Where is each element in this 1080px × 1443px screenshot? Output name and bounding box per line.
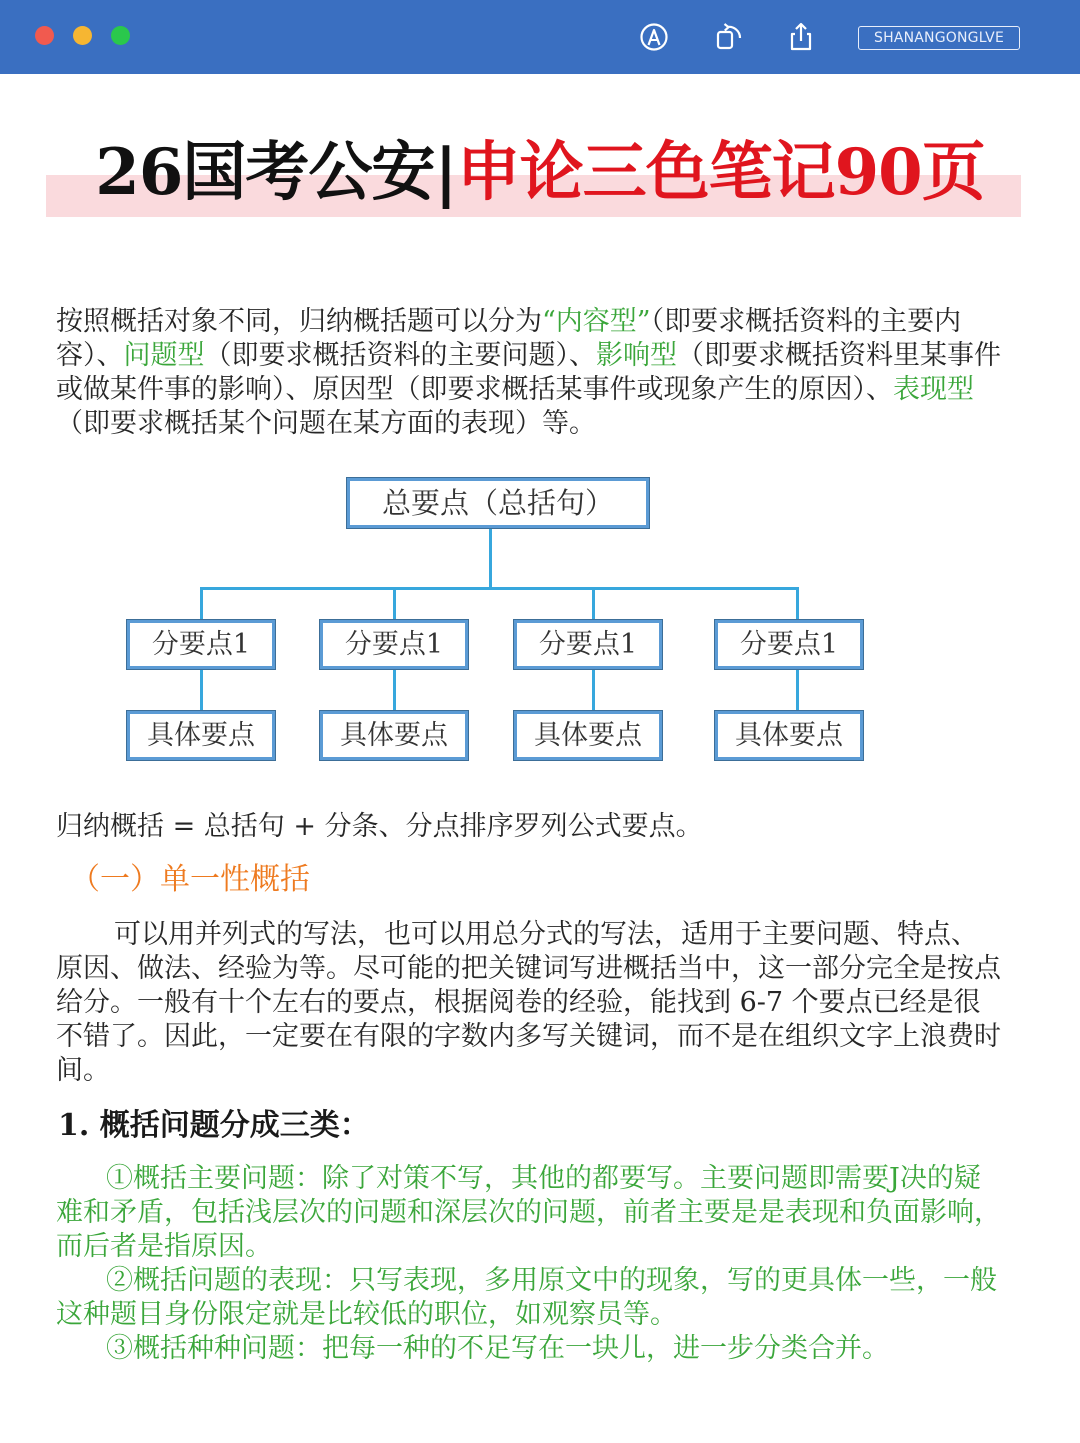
section-heading: （一）单一性概括 [70, 862, 310, 897]
rotate-icon[interactable] [713, 20, 747, 54]
connector-branch-1 [200, 587, 203, 621]
intro-text-2: （即要求概括资料的主要内容）、 [56, 306, 962, 371]
page-title [0, 131, 1080, 215]
branch-node-4: 分要点1 [715, 620, 863, 669]
list-item-1: ①概括主要问题：除了对策不写，其他的都要写。主要问题即需要J决的疑难和矛盾，包括浅层次的问题和深层次的问题，前者主要是是表现和负面影响，而后者是指原因。 [56, 1163, 1001, 1262]
edit-icon[interactable] [637, 20, 671, 54]
connector-branch-2 [393, 587, 396, 621]
branch-node-3: 分要点1 [514, 620, 662, 669]
intro-paragraph [56, 305, 1001, 441]
type-impact: 影响型 [596, 340, 677, 371]
close-window-dot[interactable] [35, 26, 54, 45]
type-problem: 问题型 [123, 340, 205, 371]
title-black-part: 26国考公安| [95, 135, 457, 210]
connector-branch-4 [796, 587, 799, 621]
maximize-window-dot[interactable] [111, 26, 130, 45]
intro-text-4: （即要求概括资料里某事件或做某件事的影响）、原因型（即要求概括某事件或现象产生的原因）、 [56, 340, 1001, 405]
type-manifestation: 表现型 [893, 374, 974, 405]
connector-leaf-3 [592, 668, 595, 712]
brand-label: SHANANGONGLVE [858, 26, 1020, 50]
intro-text-3: （即要求概括资料的主要问题）、 [204, 340, 596, 371]
leaf-node-4: 具体要点 [715, 711, 863, 760]
connector-horizontal [200, 587, 799, 590]
connector-leaf-4 [796, 668, 799, 712]
intro-text-1: 按照概括对象不同，归纳概括题可以分为 [56, 306, 542, 337]
intro-text-5: （即要求概括某个问题在某方面的表现）等。 [56, 408, 596, 439]
formula-line: 归纳概括 = 总括句 + 分条、分点排序罗列公式要点。 [56, 811, 703, 842]
connector-leaf-2 [393, 668, 396, 712]
leaf-node-2: 具体要点 [320, 711, 468, 760]
list-item-3: ③概括种种问题：把每一种的不足写在一块儿，进一步分类合并。 [106, 1333, 889, 1364]
branch-node-1: 分要点1 [127, 620, 275, 669]
connector-branch-3 [592, 587, 595, 621]
title-red-part: 申论三色笔记90页 [456, 135, 985, 210]
connector-root [489, 526, 492, 590]
section-body: 可以用并列式的写法，也可以用总分式的写法，适用于主要问题、特点、原因、做法、经验为等。尽可能的把关键词写进概括当中，这一部分完全是按点给分。一般有十个左右的要点，根据阅卷的经验，能找到 6-7 个要点已经是很不错了。因此，一定要在有限的字数内多写关键词，而不是在组织文字上浪费时间。 [56, 919, 1001, 1086]
root-node: 总要点（总括句） [347, 478, 649, 528]
top-bar [0, 0, 1080, 74]
branch-node-2: 分要点1 [320, 620, 468, 669]
type-content: “内容型” [542, 306, 651, 337]
connector-leaf-1 [200, 668, 203, 712]
leaf-node-3: 具体要点 [514, 711, 662, 760]
sub-heading: 1. 概括问题分成三类： [58, 1108, 370, 1143]
minimize-window-dot[interactable] [73, 26, 92, 45]
share-icon[interactable] [784, 20, 818, 54]
list-item-2: ②概括问题的表现：只写表现，多用原文中的现象，写的更具体一些，一般这种题目身份限定就是比较低的职位，如观察员等。 [56, 1265, 997, 1330]
leaf-node-1: 具体要点 [127, 711, 275, 760]
